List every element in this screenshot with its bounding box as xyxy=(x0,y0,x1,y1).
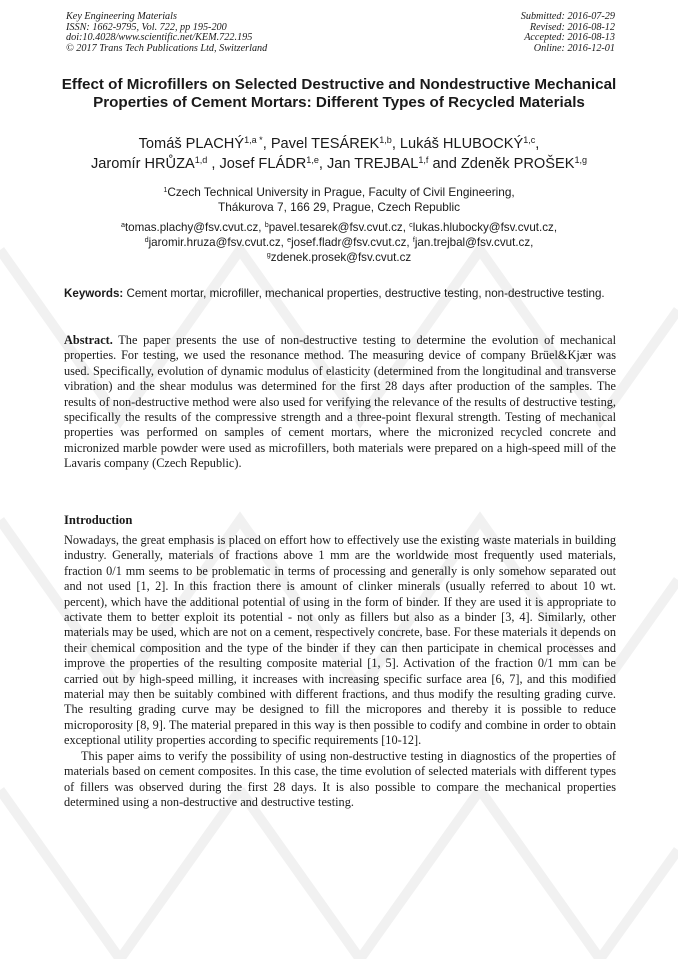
paper-title: Effect of Microfillers on Selected Destructive and Nondestructive Mechanical Properties of Cement Mortars: Different Types of Recycled Materials xyxy=(61,76,617,112)
author: Jaromír HRŮZA$^{1,d}$ xyxy=(90,155,208,172)
email-link[interactable]: $^e$josef.fladr@fsv.cvut.cz xyxy=(287,235,407,250)
abstract-label: Abstract. xyxy=(64,333,113,347)
keywords-text: Cement mortar, microfiller, mechanical properties, destructive testing, non-destructive testing. xyxy=(123,287,605,300)
email-link[interactable]: $^d$jaromir.hruza@fsv.cvut.cz xyxy=(144,235,281,250)
email-link[interactable]: $^b$pavel.tesarek@fsv.cvut.cz xyxy=(264,220,403,234)
email-link[interactable]: $^c$lukas.hlubocky@fsv.cvut.cz xyxy=(409,220,554,234)
keywords-label: Keywords: xyxy=(64,287,124,300)
journal-doi: doi:10.4028/www.scientific.net/KEM.722.195 xyxy=(66,32,253,44)
author-list: Tomáš $PLACHÝ^{1,a *}$, Pavel TESÁREK$^{1,b}$, Lukáš HLUBOCKÝ$^{1,c}$, Jaromír HRŮZA$^{1,d}$ , Josef FLÁDR$^{1,e}$, Jan TREJBAL$^{1,f}$ and Zdeněk PROŠEK$^{1,g}$ xyxy=(90,135,588,172)
date-submitted: Submitted: 2016-07-29 xyxy=(520,11,615,22)
author: Zdeněk PROŠEK$^{1,g}$ xyxy=(460,155,588,172)
author: Lukáš HLUBOCKÝ$^{1,c}$ xyxy=(399,135,536,152)
journal-copyright: © 2017 Trans Tech Publications Ltd, Switzerland xyxy=(66,42,268,54)
section-heading-introduction: Introduction xyxy=(64,513,133,527)
date-accepted: Accepted: 2016-08-13 xyxy=(524,32,615,44)
author-emails: $^a$tomas.plachy@fsv.cvut.cz, $^b$pavel.tesarek@fsv.cvut.cz, $^c$lukas.hlubocky@fsv.cvut.cz, $^d$jaromir.hruza@fsv.cvut.cz, $^e$josef.fladr@fsv.cvut.cz, $^f$jan.trejbal@fsv.cvut.cz, $^g$zdenek.prosek@fsv.cvut.cz xyxy=(120,220,558,265)
introduction-body xyxy=(64,533,616,810)
journal-info xyxy=(66,12,267,54)
author: Josef FLÁDR$^{1,e}$ xyxy=(219,155,319,172)
author: Pavel TESÁREK$^{1,b}$ xyxy=(270,135,392,152)
author: Tomáš $PLACHÝ^{1,a *}$ xyxy=(138,135,263,152)
journal-name: Key Engineering Materials xyxy=(66,11,177,22)
affiliation: $^1$Czech Technical University in Prague, Faculty of Civil Engineering, Thákurova 7, 166 29, Prague, Czech Republic xyxy=(163,184,515,215)
paragraph: Nowadays, the great emphasis is placed on effort how to effectively use the existing waste materials in building industry. Generally, materials of fractions above 1 mm are the worldwide most frequently used materials, fraction 0/1 mm seems to be problematic in terms of processing and generally is only somehow separated out and not used [1, 2]. In this fraction there is amount of clinker minerals (usually referred to about 10 wt. percent), which have the additional potential of using in the form of binder. If they are used it is appropriate to activate them to better exploit its potential - not only as fillers but also as a binder [3, 4]. Similarly, other materials may be used, which are not on a cement, respectively concrete, base. For these materials it depends on their chemical composition and the type of the binder if they can then participate in chemical processes and improve the properties of the resulting composite material [1, 5]. Activation of the fraction 0/1 mm can be carried out by high-speed milling, it increases with increasing specific surface area [6, 7], and this modified material may then be suitably combined with different fractions, and thus modify the resulting grading curve. The resulting grading curve may be designed to fill the micropores and thereby it is possible to reduce microporosity [8, 9]. The material prepared in this way is then possible to codify and combine in order to obtain exceptional utility properties according to specific requirements [10-12]. xyxy=(64,533,616,748)
email-link[interactable]: $^f$jan.trejbal@fsv.cvut.cz xyxy=(412,235,531,250)
email-link[interactable]: $^a$tomas.plachy@fsv.cvut.cz xyxy=(120,220,259,234)
submission-dates xyxy=(521,12,615,54)
abstract xyxy=(64,333,616,472)
email-link[interactable]: $^g$zdenek.prosek@fsv.cvut.cz xyxy=(266,250,412,265)
keywords xyxy=(64,286,616,301)
paragraph: This paper aims to verify the possibility of using non-destructive testing in diagnostics of the properties of materials based on cement composites. In this case, the time evolution of selected materials with different types of fillers was observed during the first 28 days. It is also possible to compare the mechanical properties determined using a non-destructive and destructive testing. xyxy=(64,748,616,809)
date-online: Online: 2016-12-01 xyxy=(533,42,615,54)
journal-issn: ISSN: 1662-9795, Vol. 722, pp 195-200 xyxy=(66,21,227,33)
date-revised: Revised: 2016-08-12 xyxy=(529,21,615,33)
abstract-text: The paper presents the use of non-destructive testing to determine the evolution of mechanical properties. For testing, we used the resonance method. The measuring device of company Brüel&Kjær was used. Specifically, evolution of dynamic modulus of elasticity (determined from the longitudinal and transverse vibration) and the shear modulus was determined for the first 28 days after production of the samples. The results of non-destructive method were also used for verifying the relevance of the results of destructive testing, specifically the results of the compressive strength and a three-point flexural strength. Testing of mechanical properties was performed on samples of cement mortars, where the micronized recycled concrete and micronized marble powder were used as microfillers, both materials were prepared on a high-speed mill of the Lavaris company (Czech Republic). xyxy=(64,333,616,471)
author: Jan TREJBAL$^{1,f}$ xyxy=(326,155,429,172)
